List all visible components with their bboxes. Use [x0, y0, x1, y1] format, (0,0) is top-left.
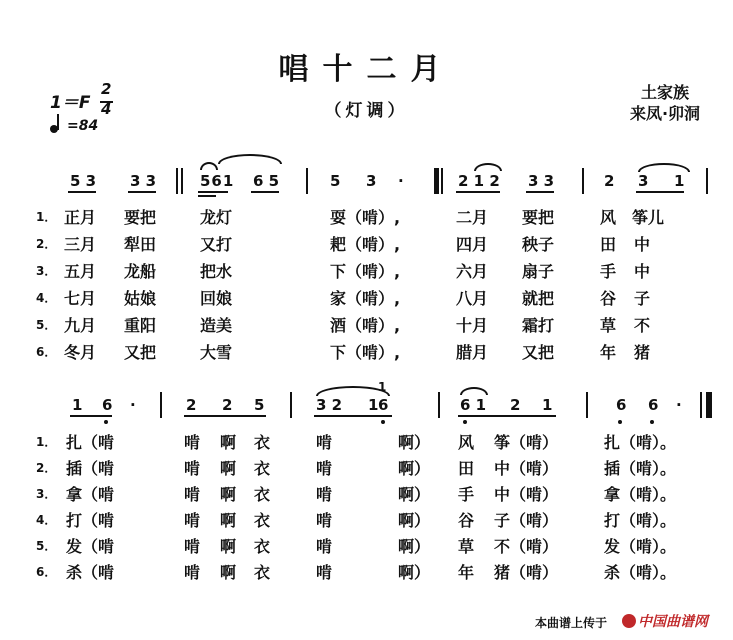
lyric-word: 发（啃）。: [604, 537, 677, 556]
lyrics-verse-6: [0, 560, 733, 586]
underline: [314, 415, 392, 417]
key-signature: 1＝F: [50, 93, 91, 113]
lyric-word: 啃: [316, 485, 333, 504]
lyric-word: 衣: [254, 485, 271, 504]
note: 3: [638, 172, 649, 190]
lyric-word: 要把: [522, 208, 555, 227]
underline: [198, 195, 216, 197]
lyric-word: 中: [634, 235, 651, 254]
lyric-word: 造美: [200, 316, 233, 335]
lyric-word: 打（啃: [66, 511, 115, 530]
low-octave-dot: [463, 420, 467, 424]
verse-number: 4．: [36, 291, 57, 305]
lyric-word: 耍（啃）,: [330, 208, 401, 227]
lyric-word: 田: [600, 235, 617, 254]
lyric-word: 冬月: [64, 343, 97, 362]
quarter-note-icon: [50, 125, 58, 133]
barline: [582, 168, 584, 194]
lyric-word: 啊）: [398, 485, 431, 504]
lyric-word: 龙船: [124, 262, 157, 281]
lyric-word: 十月: [456, 316, 489, 335]
time-signature-denominator: 4: [101, 100, 112, 118]
lyric-word: 把水: [200, 262, 233, 281]
lyric-word: 猪: [634, 343, 651, 362]
lyrics-verse-1: [0, 430, 733, 456]
lyric-word: 啊: [220, 563, 237, 582]
lyric-word: 五月: [64, 262, 97, 281]
underline: [458, 415, 556, 417]
barline: [306, 168, 308, 194]
lyrics-verse-2: [0, 232, 733, 258]
barline: [438, 392, 440, 418]
barline: [290, 392, 292, 418]
lyric-word: 风: [600, 208, 617, 227]
lyric-word: 酒（啃）,: [330, 316, 401, 335]
lyrics-verse-2: [0, 456, 733, 482]
lyric-word: 年: [458, 563, 475, 582]
lyrics-verse-1: [0, 205, 733, 231]
lyric-word: 腊月: [456, 343, 489, 362]
barline: [176, 168, 178, 194]
note: 2: [604, 172, 615, 190]
final-barline-thick: [706, 392, 712, 418]
lyric-word: 子（啃）: [494, 511, 559, 530]
lyric-word: 家（啃）,: [330, 289, 401, 308]
note: 2: [510, 396, 521, 414]
lyric-word: 扎（啃）。: [604, 433, 677, 452]
note: 5: [330, 172, 341, 190]
lyric-word: 草: [600, 316, 617, 335]
song-subtitle: （灯调）: [324, 101, 409, 121]
lyric-word: 四月: [456, 235, 489, 254]
lyric-word: 啊: [220, 511, 237, 530]
lyric-word: 不（啃）: [494, 537, 559, 556]
lyric-word: 中（啃）: [494, 485, 559, 504]
lyric-word: 姑娘: [124, 289, 157, 308]
lyric-word: 啃: [316, 433, 333, 452]
song-title: 唱十二月: [278, 52, 455, 87]
underline: [198, 191, 228, 193]
dot-note: ·: [398, 172, 404, 190]
slur: [460, 387, 488, 395]
lyric-word: 中: [634, 262, 651, 281]
verse-number: 5．: [36, 318, 57, 332]
lyric-word: 啃: [184, 537, 201, 556]
contributor-label: 来凤·卯洞: [629, 104, 701, 123]
lyric-word: 插（啃: [66, 459, 115, 478]
lyric-word: 猪（啃）: [494, 563, 559, 582]
lyric-word: 草: [458, 537, 475, 556]
note: 1: [542, 396, 553, 414]
lyric-word: 啊）: [398, 537, 431, 556]
note-group: 6 1: [460, 396, 487, 414]
lyrics-verse-4: [0, 286, 733, 312]
lyric-word: 二月: [456, 208, 489, 227]
note-group: 5 3: [70, 172, 97, 190]
verse-number: 5．: [36, 539, 57, 553]
barline: [706, 168, 708, 194]
underline: [184, 415, 266, 417]
low-octave-dot: [104, 420, 108, 424]
lyric-word: 正月: [64, 208, 97, 227]
dot-note: ·: [676, 396, 682, 414]
lyric-word: 八月: [456, 289, 489, 308]
underline: [70, 415, 112, 417]
lyric-word: 六月: [456, 262, 489, 281]
verse-number: 6．: [36, 565, 57, 579]
dot-note: ·: [130, 396, 136, 414]
lyric-word: 杀（啃）。: [604, 563, 677, 582]
site-logo[interactable]: 中国曲谱网: [622, 611, 708, 631]
lyric-word: 筝儿: [632, 208, 665, 227]
note: 6: [648, 396, 659, 414]
verse-number: 2．: [36, 461, 57, 475]
note: 1: [72, 396, 83, 414]
lyric-word: 啃: [316, 511, 333, 530]
lyric-word: 啃: [316, 459, 333, 478]
note-group: 6 5: [253, 172, 280, 190]
lyric-word: 杀（啃: [66, 563, 115, 582]
lyric-word: 拿（啃）。: [604, 485, 677, 504]
verse-number: 1．: [36, 210, 57, 224]
note-group: 2 1 2: [458, 172, 500, 190]
lyric-word: 下（啃）,: [330, 262, 401, 281]
lyric-word: 衣: [254, 511, 271, 530]
lyric-word: 发（啃: [66, 537, 115, 556]
note: 3: [366, 172, 377, 190]
barline: [586, 392, 588, 418]
lyric-word: 啊）: [398, 511, 431, 530]
lyric-word: 又把: [124, 343, 157, 362]
underline: [456, 191, 500, 193]
slur: [474, 163, 502, 171]
lyric-word: 要把: [124, 208, 157, 227]
verse-number: 6．: [36, 345, 57, 359]
note: 6: [378, 396, 389, 414]
lyric-word: 啃: [184, 433, 201, 452]
note: 1: [368, 396, 379, 414]
barline: [160, 392, 162, 418]
note: 6: [616, 396, 627, 414]
low-octave-dot: [381, 420, 385, 424]
lyric-word: 下（啃）,: [330, 343, 401, 362]
verse-number: 3．: [36, 487, 57, 501]
underline: [128, 191, 156, 193]
lyrics-verse-3: [0, 259, 733, 285]
lyric-word: 秧子: [522, 235, 555, 254]
lyric-word: 犁田: [124, 235, 157, 254]
slur: [638, 163, 690, 172]
low-octave-dot: [618, 420, 622, 424]
lyric-word: 年: [600, 343, 617, 362]
underline: [251, 191, 279, 193]
lyric-word: 龙灯: [200, 208, 233, 227]
lyric-word: 田: [458, 459, 475, 478]
time-signature-numerator: 2: [101, 80, 112, 98]
slur: [200, 162, 218, 170]
lyrics-verse-4: [0, 508, 733, 534]
lyric-word: 打（啃）。: [604, 511, 677, 530]
lyric-word: 插（啃）。: [604, 459, 677, 478]
lyric-word: 风: [458, 433, 475, 452]
lyric-word: 衣: [254, 537, 271, 556]
lyric-word: 啊: [220, 433, 237, 452]
note: 6: [102, 396, 113, 414]
lyric-word: 啃: [184, 511, 201, 530]
lyric-word: 筝（啃）: [494, 433, 559, 452]
lyric-word: 回娘: [200, 289, 233, 308]
lyric-word: 衣: [254, 433, 271, 452]
lyric-word: 啃: [316, 563, 333, 582]
lyric-word: 又打: [200, 235, 233, 254]
note: 1: [674, 172, 685, 190]
lyric-word: 啃: [184, 459, 201, 478]
logo-icon: [622, 614, 636, 628]
note: 2: [186, 396, 197, 414]
upload-note: 本曲谱上传于: [535, 616, 608, 630]
verse-number: 2．: [36, 237, 57, 251]
lyric-word: 啊: [220, 537, 237, 556]
lyric-word: 九月: [64, 316, 97, 335]
lyric-word: 啊）: [398, 563, 431, 582]
lyric-word: 三月: [64, 235, 97, 254]
barline: [434, 168, 439, 194]
barline: [181, 168, 183, 194]
lyric-word: 霜打: [522, 316, 555, 335]
lyrics-verse-3: [0, 482, 733, 508]
lyric-word: 啊）: [398, 433, 431, 452]
lyrics-verse-5: [0, 313, 733, 339]
verse-number: 3．: [36, 264, 57, 278]
note: 2: [222, 396, 233, 414]
slur: [218, 154, 282, 164]
lyric-word: 大雪: [200, 343, 233, 362]
lyric-word: 衣: [254, 459, 271, 478]
lyric-word: 又把: [522, 343, 555, 362]
note-group: 3 2: [316, 396, 343, 414]
underline: [68, 191, 96, 193]
lyric-word: 谷: [458, 511, 475, 530]
final-barline: [700, 392, 702, 418]
verse-number: 4．: [36, 513, 57, 527]
lyric-word: 衣: [254, 563, 271, 582]
lyric-word: 啊: [220, 485, 237, 504]
lyric-word: 拿（啃: [66, 485, 115, 504]
lyric-word: 子: [634, 289, 651, 308]
lyrics-verse-5: [0, 534, 733, 560]
note-group: 3 3: [130, 172, 157, 190]
lyric-word: 七月: [64, 289, 97, 308]
ethnicity-label: 土家族: [640, 83, 689, 102]
note: 5: [254, 396, 265, 414]
barline: [441, 168, 443, 194]
lyric-word: 啊）: [398, 459, 431, 478]
lyric-word: 谷: [600, 289, 617, 308]
lyric-word: 不: [634, 316, 651, 335]
lyric-word: 耙（啃）,: [330, 235, 401, 254]
lyric-word: 啃: [184, 563, 201, 582]
lyric-word: 重阳: [124, 316, 157, 335]
lyric-word: 扇子: [522, 262, 555, 281]
lyric-word: 扎（啃: [66, 433, 115, 452]
lyric-word: 啃: [316, 537, 333, 556]
note-group: 561: [200, 172, 235, 190]
lyric-word: 啊: [220, 459, 237, 478]
lyric-word: 啃: [184, 485, 201, 504]
underline: [636, 191, 684, 193]
lyric-word: 就把: [522, 289, 555, 308]
lyric-word: 手: [600, 262, 617, 281]
low-octave-dot: [650, 420, 654, 424]
lyric-word: 手: [458, 485, 475, 504]
grace-note: 1: [378, 380, 387, 394]
lyric-word: 中（啃）: [494, 459, 559, 478]
note-group: 3 3: [528, 172, 555, 190]
tempo-marking: =84: [50, 118, 98, 134]
verse-number: 1．: [36, 435, 57, 449]
underline: [526, 191, 554, 193]
lyrics-verse-6: [0, 340, 733, 366]
